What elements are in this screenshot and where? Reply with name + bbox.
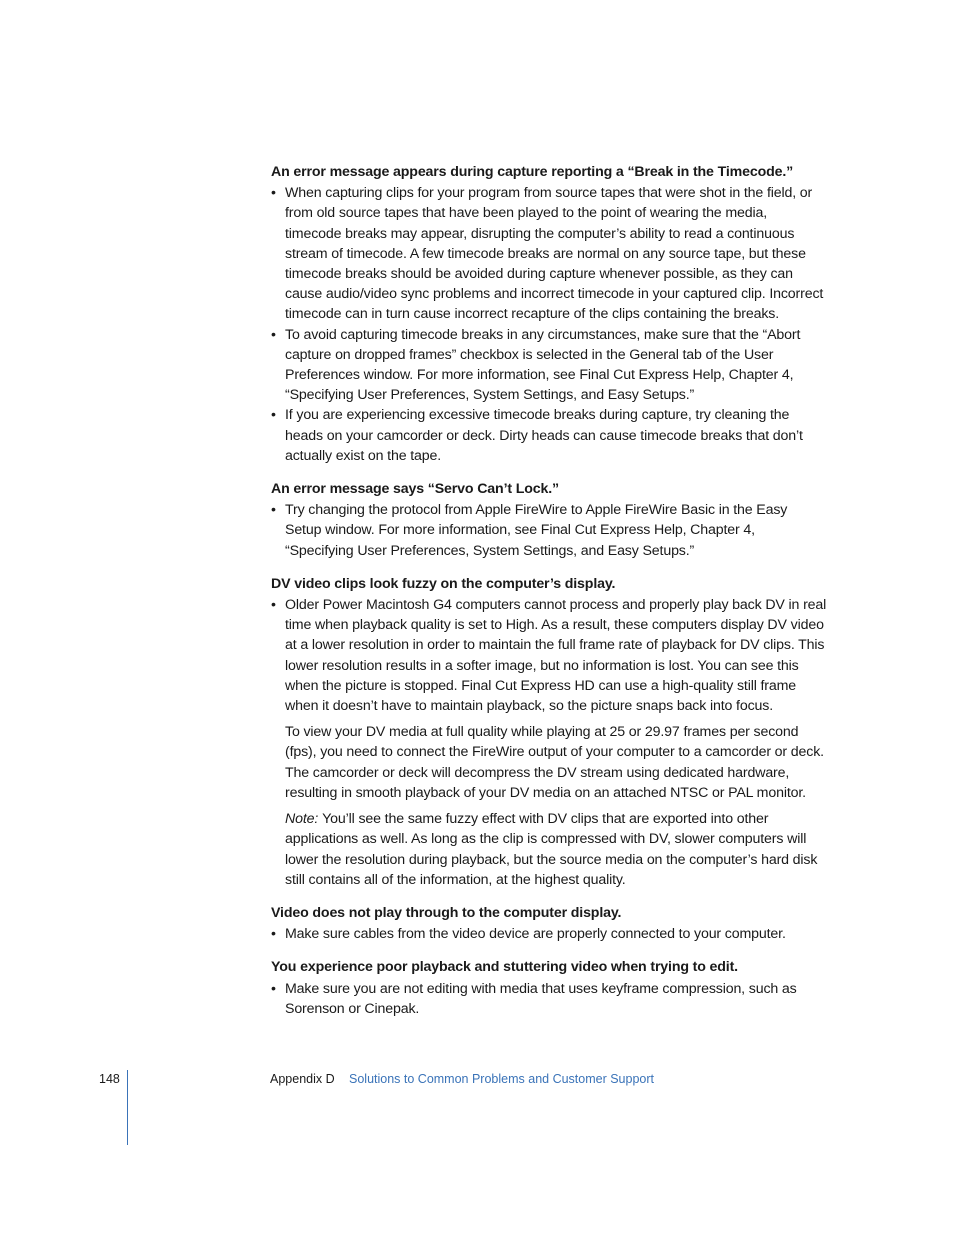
bullet-text: If you are experiencing excessive timecode breaks during capture, try cleaning the heads on your camcorder or deck. Dirty heads can cause timecode breaks that don’t actually exist on the tape. xyxy=(285,407,803,464)
bullet-text: Make sure cables from the video device are properly connected to your computer. xyxy=(285,926,786,943)
section-heading: You experience poor playback and stuttering video when trying to edit. xyxy=(271,959,738,976)
bullet-list xyxy=(271,979,827,1019)
bullet-list xyxy=(271,500,827,561)
bullet-text: Older Power Macintosh G4 computers cannot process and properly play back DV in real time when playback quality is set to High. As a result, these computers display DV video at a lower resolution in order to maintain the full frame rate of playback for DV clips. This lower resolution results in a softer image, but no information is lost. You can see this when the picture is stopped. Final Cut Express HD can use a high-quality still frame when it doesn’t have to maintain playback, so the picture snaps back into focus. xyxy=(285,597,827,715)
bullet-item xyxy=(271,595,827,716)
bullet-glyph: • xyxy=(271,502,276,519)
section-heading: DV video clips look fuzzy on the computer’s display. xyxy=(271,575,616,592)
bullet-list xyxy=(271,595,827,716)
section-servo-lock xyxy=(271,479,827,561)
bullet-item xyxy=(271,979,827,1019)
bullet-glyph: • xyxy=(271,185,276,202)
section-poor-playback xyxy=(271,957,827,1019)
appendix-label: Appendix D xyxy=(270,1072,335,1086)
page-number: 148 xyxy=(99,1072,120,1086)
section-dv-fuzzy xyxy=(271,574,827,890)
note-text: You’ll see the same fuzzy effect with DV clips that are exported into other applications as well. As long as the clip is compressed with DV, slower computers will lower the resolution during playback, but the source media on the computer’s hard disk still contains all of the information, at the highest quality. xyxy=(285,811,818,888)
chapter-title: Solutions to Common Problems and Customer Support xyxy=(349,1072,655,1086)
bullet-glyph: • xyxy=(271,597,276,614)
bullet-list xyxy=(271,924,827,944)
section-heading: An error message says “Servo Can’t Lock.” xyxy=(271,481,559,498)
bullet-item xyxy=(271,405,827,466)
bullet-item xyxy=(271,924,827,944)
bullet-text: Try changing the protocol from Apple FireWire to Apple FireWire Basic in the Easy Setup window. For more information, see Final Cut Express Help, Chapter 4, “Specifying User Preferences, System Settings, and Easy Setups.” xyxy=(285,502,788,559)
section-no-playthrough xyxy=(271,903,827,944)
page-body xyxy=(271,162,827,1032)
section-timecode-break xyxy=(271,162,827,466)
footer-divider xyxy=(127,1070,128,1145)
note-label: Note: xyxy=(285,811,319,828)
note-paragraph xyxy=(271,809,827,890)
page-footer xyxy=(0,1070,954,1150)
bullet-list xyxy=(271,183,827,466)
section-heading: Video does not play through to the computer display. xyxy=(271,904,622,921)
bullet-glyph: • xyxy=(271,980,276,997)
bullet-glyph: • xyxy=(271,926,276,943)
bullet-glyph: • xyxy=(271,407,276,424)
bullet-text: Make sure you are not editing with media that uses keyframe compression, such as Sorenson or Cinepak. xyxy=(285,980,797,1017)
body-paragraph: To view your DV media at full quality while playing at 25 or 29.97 frames per second (fps), you need to connect the FireWire output of your computer to a camcorder or deck. The camcorder or deck will decompress the DV stream using dedicated hardware, resulting in smooth playback of your DV media on an attached NTSC or PAL monitor. xyxy=(285,724,824,801)
section-heading: An error message appears during capture reporting a “Break in the Timecode.” xyxy=(271,164,794,180)
bullet-text: To avoid capturing timecode breaks in any circumstances, make sure that the “Abort capture on dropped frames” checkbox is selected in the General tab of the User Preferences window. For more information, see Final Cut Express Help, Chapter 4, “Specifying User Preferences, System Settings, and Easy Setups.” xyxy=(285,326,801,404)
bullet-item xyxy=(271,183,827,324)
bullet-glyph: • xyxy=(271,326,276,343)
bullet-item xyxy=(271,325,827,406)
bullet-item xyxy=(271,500,827,561)
bullet-text: When capturing clips for your program from source tapes that were shot in the field, or from old source tapes that have been played to the point of wearing the media, timecode breaks may appear, disrupting the computer’s ability to read a continuous stream of timecode. A few timecode breaks are normal on any source tape, but these timecode breaks should be avoided during capture whenever possible, as they can cause audio/video sync problems and incorrect timecode in your captured clip. Incorrect timecode can in turn cause incorrect recapture of the clips containing the breaks. xyxy=(285,185,824,323)
